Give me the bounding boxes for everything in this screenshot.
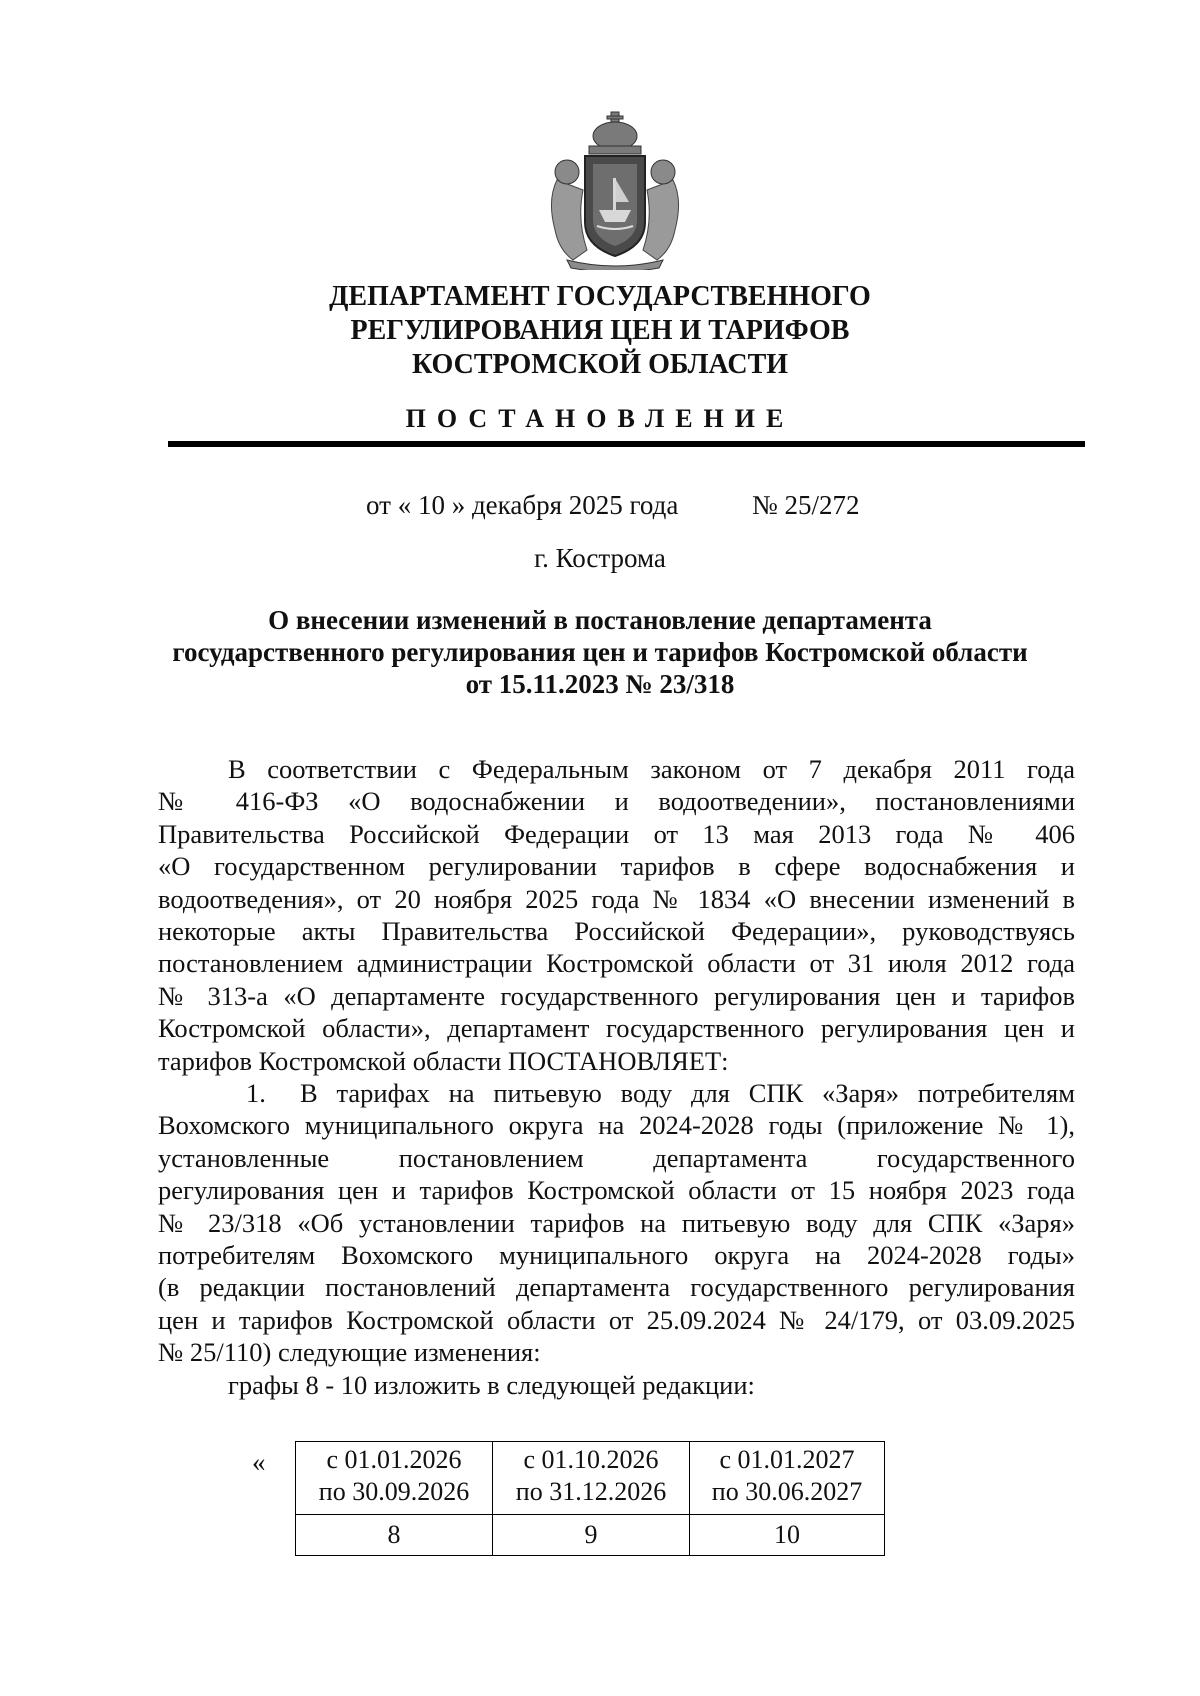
preamble-line: водоотведения», от 20 ноября 2025 года № 1834 «О внесении изменений в <box>158 883 1075 914</box>
item-1-line: № 25/110) следующие изменения: <box>158 1337 541 1368</box>
period-start: с 01.01.2026 <box>326 1445 462 1474</box>
document-city: г. Кострома <box>534 543 666 573</box>
preamble-line: Костромской области», департамент государственного регулирования цен и <box>158 1013 1075 1044</box>
document-date: от « 10 » декабря 2025 года <box>366 490 679 520</box>
period-end: по 30.06.2027 <box>711 1477 863 1506</box>
subject-line: О внесении изменений в постановление департамента <box>268 605 932 635</box>
item-1-line: Вохомского муниципального округа на 2024-2028 годы (приложение № 1), <box>158 1110 1075 1141</box>
item-1-paragraph <box>158 1077 1075 1401</box>
tariff-columns-table <box>295 1441 885 1556</box>
document-subject <box>120 604 1080 700</box>
preamble-line: № 416-ФЗ «О водоснабжении и водоотведении», постановлениями <box>158 786 1075 817</box>
document-number: № 25/272 <box>752 490 860 520</box>
preamble-line: Правительства Российской Федерации от 13 мая 2013 года № 406 <box>158 818 1075 849</box>
preamble-line: «О государственном регулировании тарифов в сфере водоснабжения и <box>158 851 1075 882</box>
column-number-cell: 9 <box>493 1515 690 1556</box>
department-title-line: КОСТРОМСКОЙ ОБЛАСТИ <box>411 349 789 380</box>
preamble-line: тарифов Костромской области ПОСТАНОВЛЯЕТ: <box>158 1045 729 1076</box>
preamble-line: № 313-а «О департаменте государственного регулирования цен и тарифов <box>158 980 1075 1011</box>
department-title-line: РЕГУЛИРОВАНИЯ ЦЕН И ТАРИФОВ <box>350 315 850 346</box>
item-1-line: потребителям Вохомского муниципального округа на 2024-2028 годы» <box>158 1239 1075 1270</box>
table-header-cell <box>690 1442 885 1515</box>
period-end: по 31.12.2026 <box>515 1477 667 1506</box>
department-title-line: ДЕПАРТАМЕНТ ГОСУДАРСТВЕННОГО <box>329 281 871 312</box>
subject-line: государственного регулирования цен и тарифов Костромской области <box>172 637 1028 667</box>
period-start: с 01.10.2026 <box>523 1445 659 1474</box>
column-number-cell: 8 <box>296 1515 493 1556</box>
table-open-quote: « <box>252 1447 266 1477</box>
item-1-first-line <box>158 1077 1075 1109</box>
subject-line: от 15.11.2023 № 23/318 <box>465 669 735 699</box>
preamble-line: В соответствии с Федеральным законом от 7 декабря 2011 года <box>228 754 1075 784</box>
item-1-line: (в редакции постановлений департамента государственного регулирования <box>158 1272 1075 1303</box>
table-header-cell <box>493 1442 690 1515</box>
header-divider <box>168 441 1085 447</box>
item-1-line: регулирования цен и тарифов Костромской области от 15 ноября 2023 года <box>158 1175 1075 1206</box>
preamble-line: некоторые акты Правительства Российской Федерации», руководствуясь <box>158 915 1075 946</box>
item-1-number: 1. <box>246 1078 266 1108</box>
preamble-line: постановлением администрации Костромской области от 31 июля 2012 года <box>158 948 1075 979</box>
department-title <box>200 280 1000 382</box>
table-header-row <box>296 1442 885 1515</box>
preamble-paragraph <box>158 753 1075 1077</box>
table-row <box>296 1515 885 1556</box>
item-1-line: № 23/318 «Об установлении тарифов на питьевую воду для СПК «Заря» <box>158 1207 1075 1238</box>
period-end: по 30.09.2026 <box>318 1477 470 1506</box>
column-number-cell: 10 <box>690 1515 885 1556</box>
table-header-cell <box>296 1442 493 1515</box>
item-1-line: установленные постановлением департамента государственного <box>158 1142 1075 1173</box>
item-1-instruction: графы 8 - 10 изложить в следующей редакции: <box>228 1369 755 1400</box>
document-type-heading: ПОСТАНОВЛЕНИЕ <box>405 404 795 433</box>
kostroma-region-coat-of-arms-icon <box>537 110 693 270</box>
item-1-first-line-text: В тарифах на питьевую воду для СПК «Заря» потребителям <box>300 1078 1075 1108</box>
period-start: с 01.01.2027 <box>719 1445 855 1474</box>
item-1-line: цен и тарифов Костромской области от 25.09.2024 № 24/179, от 03.09.2025 <box>158 1304 1075 1335</box>
